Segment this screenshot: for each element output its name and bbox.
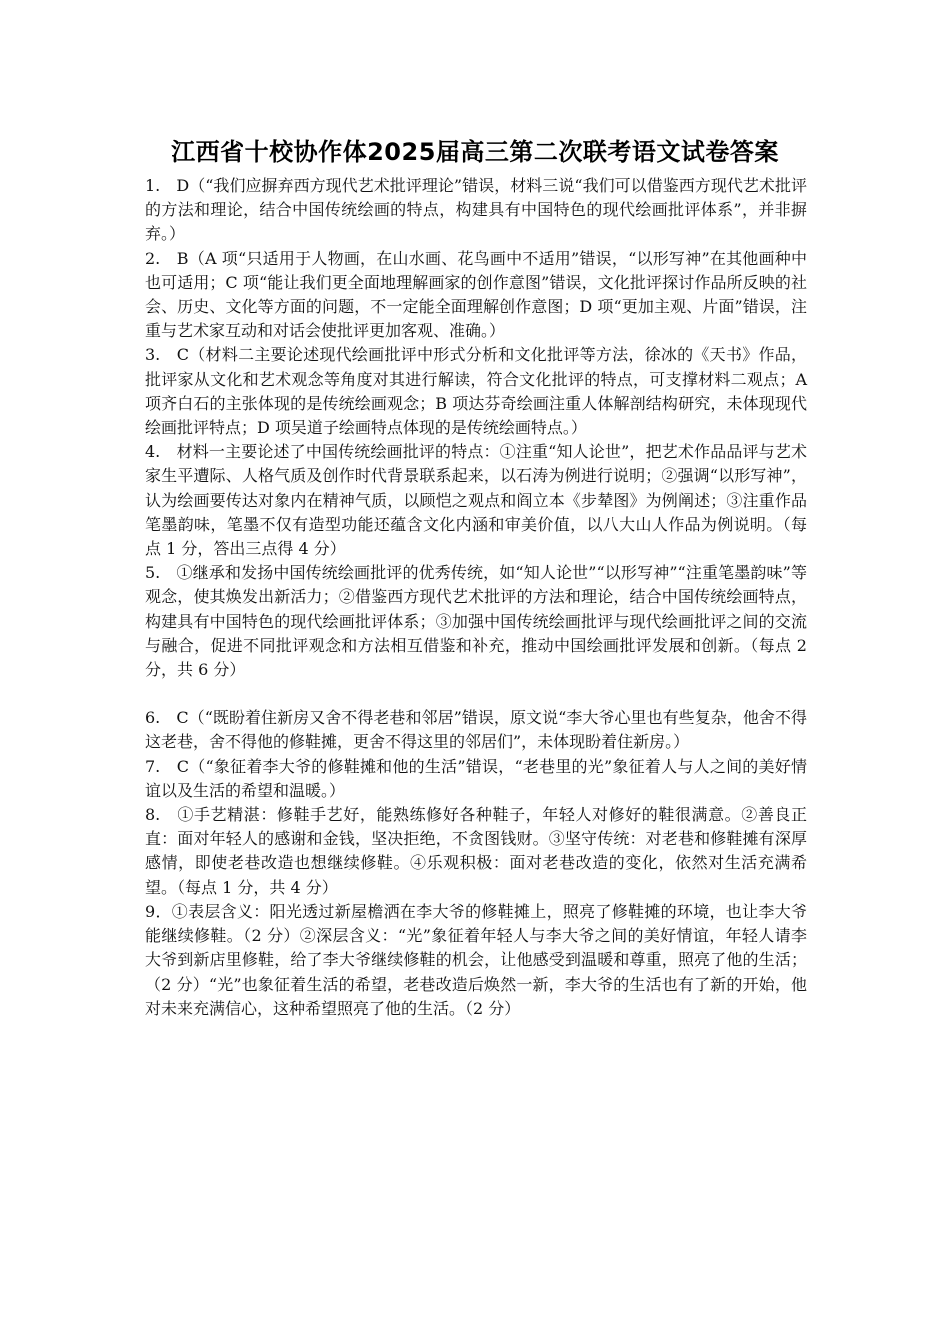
- answer-item-5: 5. ①继承和发扬中国传统绘画批评的优秀传统，如“知人论世”“以形写神”“注重笔墨韵味”等观念，使其焕发出新活力；②借鉴西方现代艺术批评的方法和理论，结合中国传统绘画特点，构建具有中国特色的现代绘画批评体系；③加强中国传统绘画批评与现代绘画批评之间的交流与融合，促进不同批评观念和方法相互借鉴和补充，推动中国绘画批评发展和创新。（每点 2 分，共 6 分）: [145, 563, 807, 680]
- answer-item-3: 3. C（材料二主要论述现代绘画批评中形式分析和文化批评等方法，徐冰的《天书》作品，批评家从文化和艺术观念等角度对其进行解读，符合文化批评的特点，可支撑材料二观点；A 项齐白石的主张体现的是传统绘画观念；B 项达芬奇绘画注重人体解剖结构研究，未体现现代绘画批评特点；D 项吴道子绘画特点体现的是传统绘画特点。）: [145, 345, 807, 438]
- answer-item-4: 4. 材料一主要论述了中国传统绘画批评的特点：①注重“知人论世”，把艺术作品品评与艺术家生平遭际、人格气质及创作时代背景联系起来，以石涛为例进行说明；②强调“以形写神”，认为绘画要传达对象内在精神气质，以顾恺之观点和阎立本《步辇图》为例阐述；③注重作品笔墨韵味，笔墨不仅有造型功能还蕴含文化内涵和审美价值，以八大山人作品为例说明。（每点 1 分，答出三点得 4 分）: [145, 442, 807, 559]
- answer-item-7: 7. C（“象征着李大爷的修鞋摊和他的生活”错误，“老巷里的光”象征着人与人之间的美好情谊以及生活的希望和温暖。）: [145, 756, 807, 800]
- section-gap: [145, 682, 807, 706]
- answer-item-1: 1. D（“我们应摒弃西方现代艺术批评理论”错误，材料三说“我们可以借鉴西方现代艺术批评的方法和理论，结合中国传统绘画的特点，构建具有中国特色的现代绘画批评体系”，并非摒弃。）: [145, 176, 807, 244]
- answer-item-6: 6. C（“既盼着住新房又舍不得老巷和邻居”错误，原文说“李大爷心里也有些复杂，他舍不得这老巷，舍不得他的修鞋摊，更舍不得这里的邻居们”，未体现盼着住新房。）: [145, 708, 807, 752]
- answer-item-8: 8. ①手艺精湛：修鞋手艺好，能熟练修好各种鞋子，年轻人对修好的鞋很满意。②善良正直：面对年轻人的感谢和金钱，坚决拒绝，不贪图钱财。③坚守传统：对老巷和修鞋摊有深厚感情，即使老巷改造也想继续修鞋。④乐观积极：面对老巷改造的变化，依然对生活充满希望。（每点 1 分，共 4 分）: [145, 805, 807, 897]
- answer-list: [145, 174, 807, 1021]
- answer-item-2: 2. B（A 项“只适用于人物画，在山水画、花鸟画中不适用”错误，“以形写神”在其他画种中也可适用；C 项“能让我们更全面地理解画家的创作意图”错误，文化批评探讨作品所反映的社会、历史、文化等方面的问题，不一定能全面理解创作意图；D 项“更加主观、片面”错误，注重与艺术家互动和对话会使批评更加客观、准确。）: [145, 248, 807, 341]
- answer-item-9: 9．①表层含义：阳光透过新屋檐洒在李大爷的修鞋摊上，照亮了修鞋摊的环境，也让李大爷能继续修鞋。（2 分）②深层含义：“光”象征着年轻人与李大爷之间的美好情谊，年轻人请李大爷到新店里修鞋，给了李大爷继续修鞋的机会，让他感受到温暖和尊重，照亮了他的生活；（2 分）“光”也象征着生活的希望，老巷改造后焕然一新，李大爷的生活也有了新的开始，他对未来充满信心，这种希望照亮了他的生活。（2 分）: [145, 901, 807, 1018]
- document-title: 江西省十校协作体2025届高三第二次联考语文试卷答案: [171, 138, 779, 166]
